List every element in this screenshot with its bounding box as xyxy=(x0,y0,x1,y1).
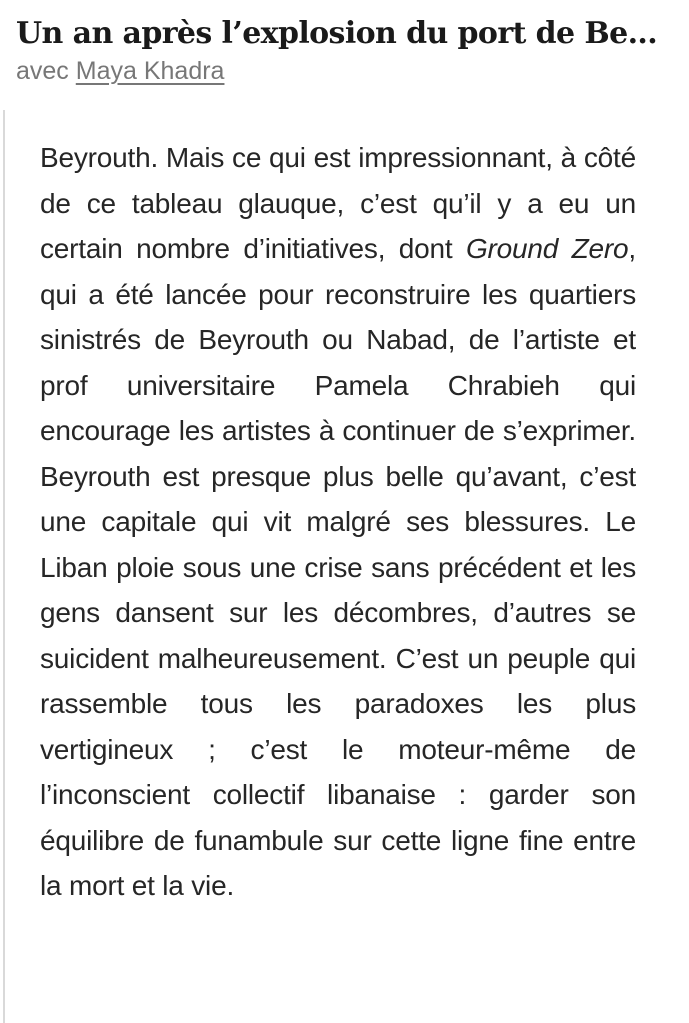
article-body xyxy=(40,135,636,909)
article-text-segment-2: , qui a été lancée pour reconstruire les quartiers sinistrés de Beyrouth ou Nabad, de l’artiste et prof universitaire Pamela Chrabieh qui encourage les artistes à continuer de s’exprimer. Beyrouth est presque plus belle qu’avant, c’est une capitale qui vit malgré ses blessures. Le Liban ploie sous une crise sans précédent et les gens dansent sur les décombres, d’autres se suicident malheureusement. C’est un peuple qui rassemble tous les paradoxes les plus vertigineux ; c’est le moteur-même de l’inconscient collectif libanaise : garder son équilibre de funambule sur cette ligne fine entre la mort et la vie. xyxy=(40,233,636,901)
article-text-segment-1: Beyrouth. Mais ce qui est impressionnant, à côté de ce tableau glauque, c’est qu’il y a eu un certain nombre d’initiatives, dont xyxy=(40,142,636,264)
author-link[interactable]: Maya Khadra xyxy=(75,57,225,85)
page-title: Un an après l’explosion du port de Be... xyxy=(16,16,658,51)
byline-prefix: avec xyxy=(16,57,76,85)
article-italic-name: Ground Zero xyxy=(465,233,629,264)
byline xyxy=(16,54,669,88)
quote-left-border xyxy=(3,110,5,1023)
article-header xyxy=(16,14,669,88)
